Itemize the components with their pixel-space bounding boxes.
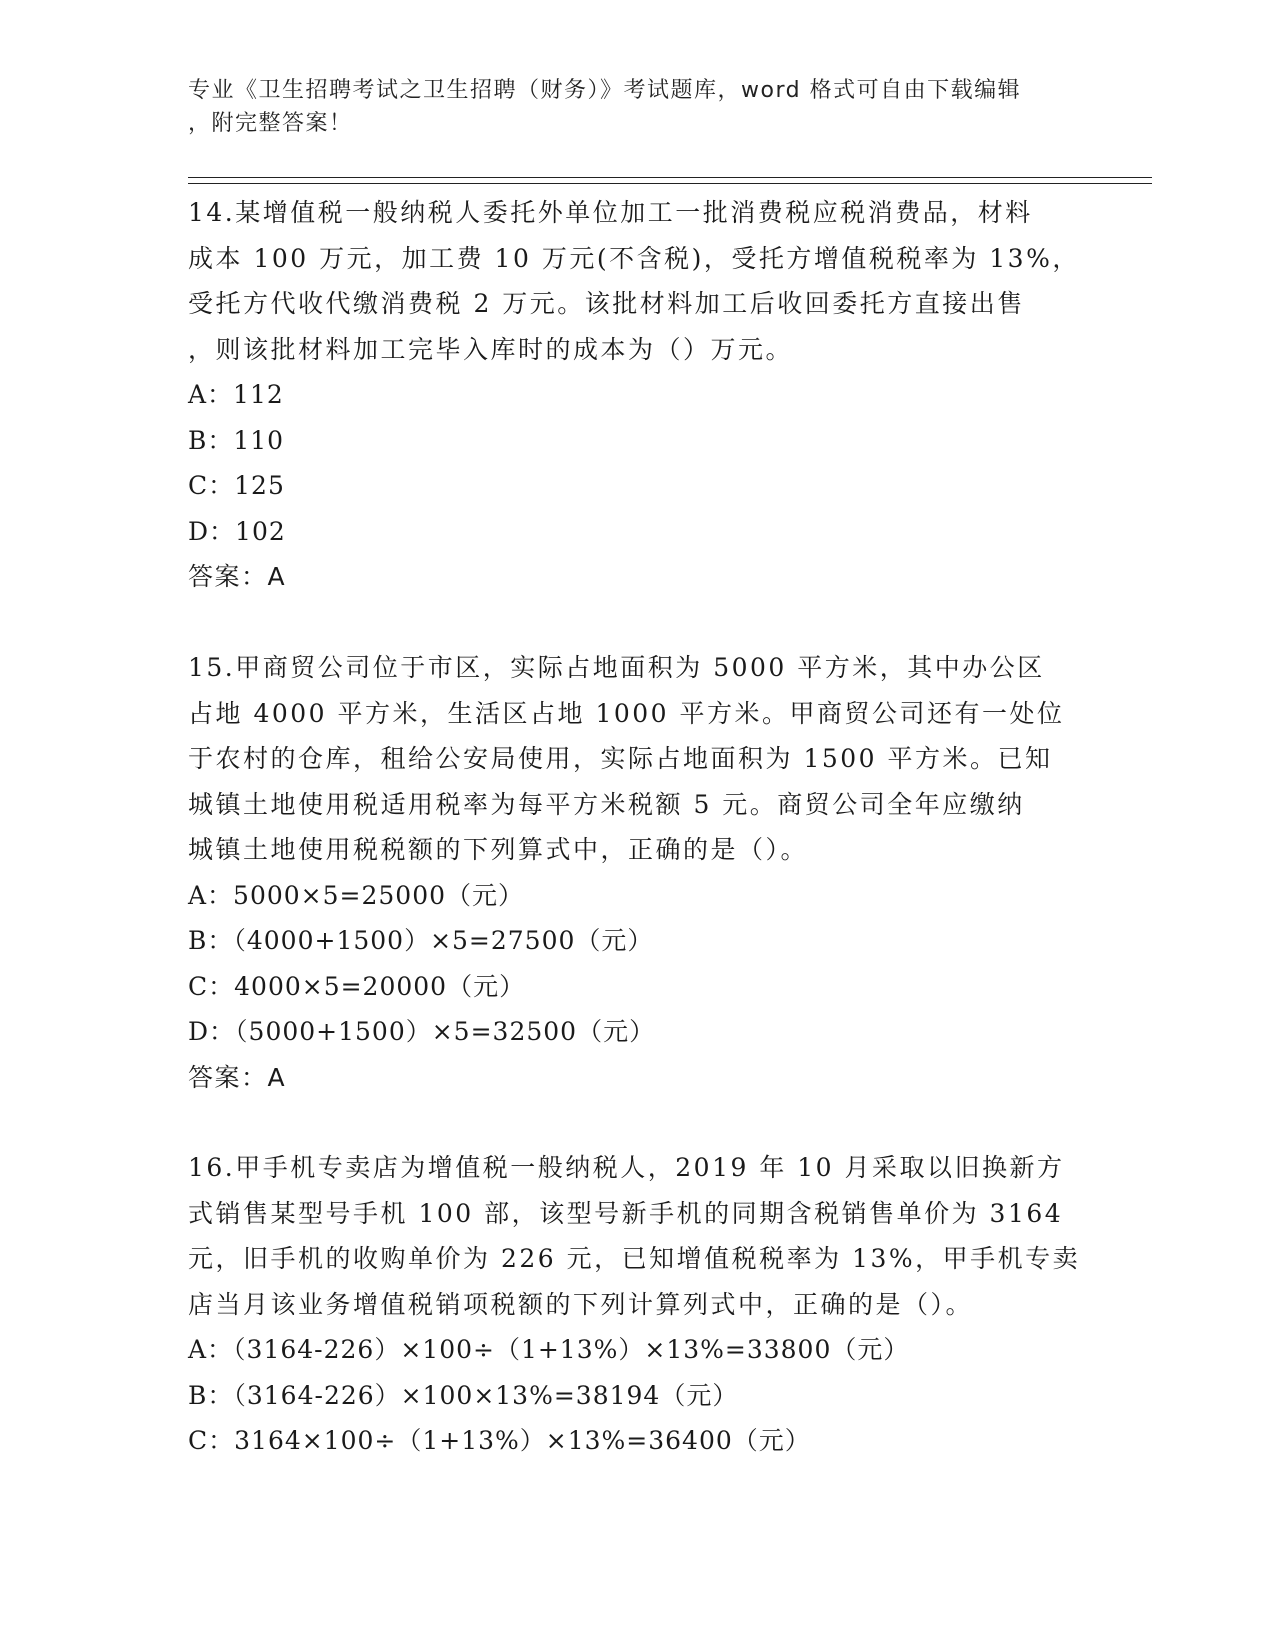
header-divider-top: [188, 177, 1152, 178]
header-divider-bottom: [188, 183, 1152, 184]
option-list: [188, 873, 1088, 1055]
stem-line: 元，旧手机的收购单价为 226 元，已知增值税税率为 13%，甲手机专卖: [188, 1244, 1081, 1273]
option-d: D：102: [188, 516, 286, 546]
stem-line: 受托方代收代缴消费税 2 万元。该批材料加工后收回委托方直接出售: [188, 289, 1025, 318]
stem-line: 成本 100 万元，加工费 10 万元(不含税)，受托方增值税税率为 13%，: [188, 243, 1080, 273]
option-b: B：（3164-226）×100×13%=38194（元）: [188, 1380, 739, 1410]
option-a: A：（3164-226）×100÷（1+13%）×13%=33800（元）: [188, 1335, 910, 1364]
option-c: C：3164×100÷（1+13%）×13%=36400（元）: [188, 1426, 811, 1455]
question-stem: [188, 645, 1088, 873]
header-line-1: 专业《卫生招聘考试之卫生招聘（财务）》考试题库，word 格式可自由下载编辑: [188, 78, 1022, 103]
answer-line: 答案：A: [188, 562, 287, 591]
option-d: D：（5000+1500）×5=32500（元）: [188, 1017, 656, 1046]
question-16: [188, 1145, 1088, 1464]
header-line-2: ，附完整答案！: [188, 111, 353, 136]
question-14: [188, 190, 1088, 600]
question-15: [188, 645, 1088, 1100]
document-header: [188, 74, 1068, 140]
stem-line: 16.甲手机专卖店为增值税一般纳税人，2019 年 10 月采取以旧换新方: [188, 1153, 1065, 1182]
stem-line: 14.某增值税一般纳税人委托外单位加工一批消费税应税消费品，材料: [188, 198, 1033, 227]
option-c: C：125: [188, 471, 285, 500]
stem-line: 占地 4000 平方米，生活区占地 1000 平方米。甲商贸公司还有一处位: [188, 698, 1065, 728]
stem-line: 店当月该业务增值税销项税额的下列计算列式中，正确的是（）。: [188, 1289, 974, 1319]
stem-line: 于农村的仓库，租给公安局使用，实际占地面积为 1500 平方米。已知: [188, 744, 1053, 773]
stem-line: 式销售某型号手机 100 部，该型号新手机的同期含税销售单价为 3164: [188, 1198, 1064, 1228]
answer-line: 答案：A: [188, 1062, 287, 1092]
option-b: B：（4000+1500）×5=27500（元）: [188, 926, 654, 955]
stem-line: 城镇土地使用税税额的下列算式中，正确的是（）。: [188, 835, 809, 864]
question-stem: [188, 190, 1088, 372]
stem-line: ，则该批材料加工完毕入库时的成本为（）万元。: [188, 334, 794, 364]
option-a: A：5000×5=25000（元）: [188, 880, 525, 910]
option-c: C：4000×5=20000（元）: [188, 971, 526, 1001]
option-a: A：112: [188, 380, 284, 409]
option-list: [188, 372, 1088, 554]
stem-line: 城镇土地使用税适用税率为每平方米税额 5 元。商贸公司全年应缴纳: [188, 789, 1025, 819]
stem-line: 15.甲商贸公司位于市区，实际占地面积为 5000 平方米，其中办公区: [188, 653, 1045, 682]
option-list: [188, 1327, 1088, 1464]
option-b: B：110: [188, 425, 285, 455]
question-stem: [188, 1145, 1088, 1327]
